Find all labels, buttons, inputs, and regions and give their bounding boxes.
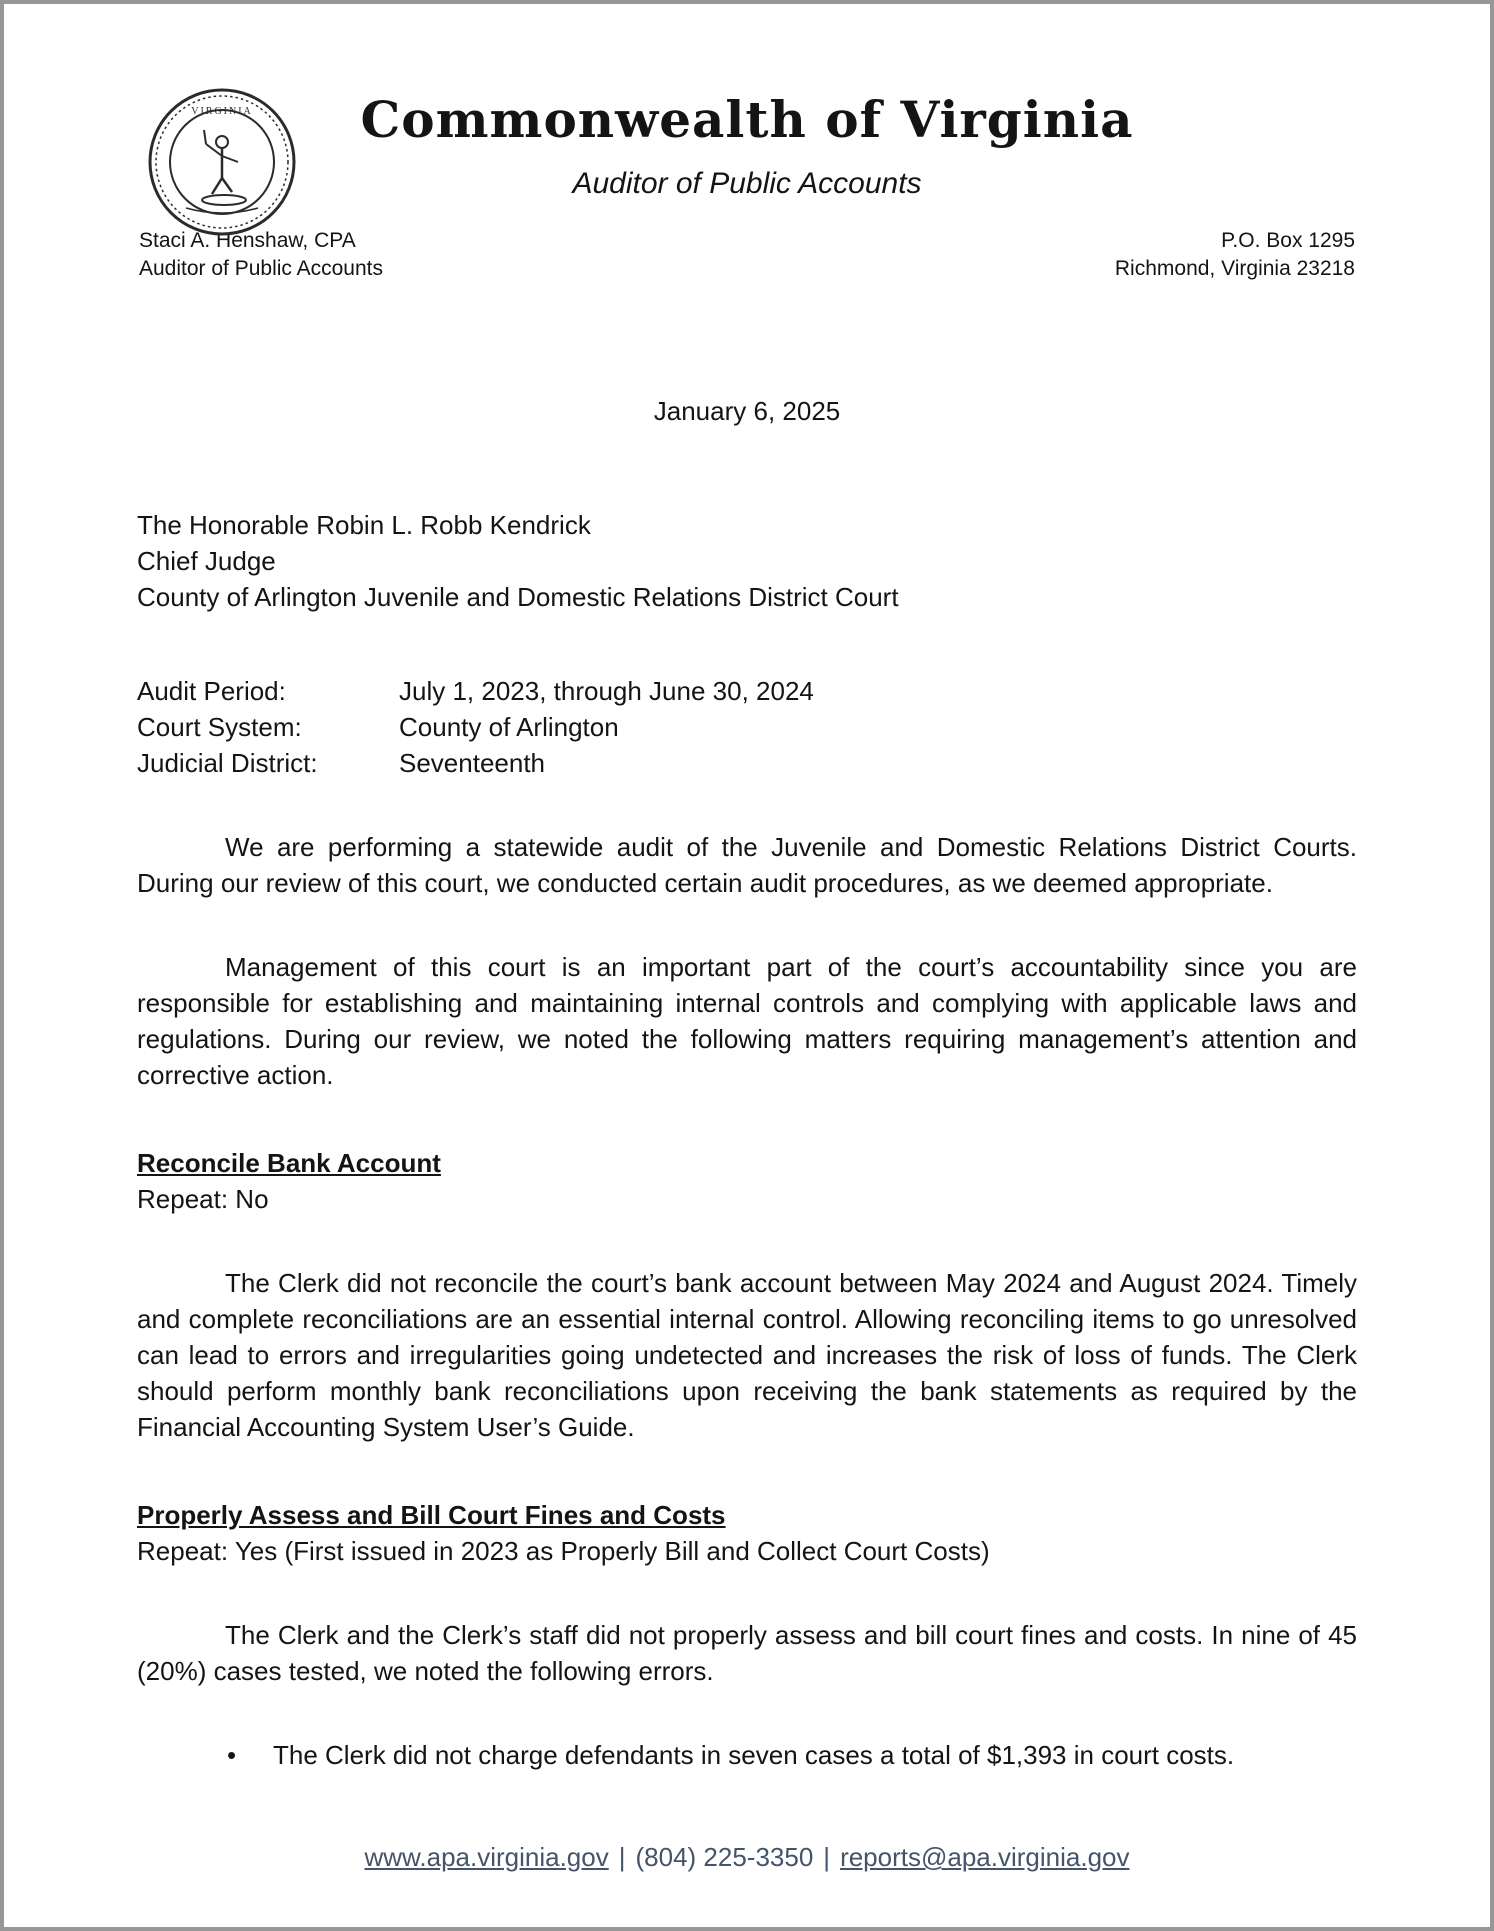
paragraph-management: Management of this court is an important part of the court’s accountability since you are responsible for establishing and maintaining internal controls and complying with applicable laws and regulations. During our review, we noted the following matters requiring management’s attention and corrective action. [137, 951, 1357, 1090]
section-body-reconcile-bank-account: The Clerk did not reconcile the court’s bank account between May 2024 and August 2024. Timely and complete reconciliations are an essential internal control. Allowing reconciling items to go unresolved can lead to errors and irregularities going undetected and increases the risk of loss of funds. The Clerk should perform monthly bank reconciliations upon receiving the bank statements as required by the Financial Accounting System User’s Guide. [137, 1267, 1357, 1442]
section-repeat-status: Repeat: No [137, 1183, 269, 1214]
letterhead-title: Commonwealth of Virginia [360, 90, 1134, 149]
official-name: Staci A. Henshaw, CPA [139, 229, 356, 252]
website-link[interactable]: www.apa.virginia.gov [364, 1842, 609, 1872]
recipient-name: The Honorable Robin L. Robb Kendrick [137, 509, 591, 540]
audit-info-block [137, 673, 1357, 781]
section-body-properly-assess-bill: The Clerk and the Clerk’s staff did not properly assess and bill court fines and costs. In nine of 45 (20%) cases tested, we noted the following errors. [137, 1619, 1357, 1686]
info-value: Seventeenth [399, 747, 546, 778]
paragraph-intro: We are performing a statewide audit of the Juvenile and Domestic Relations District Courts. During our review of this court, we conducted certain audit procedures, as we deemed appropriate. [137, 831, 1357, 898]
info-value: July 1, 2023, through June 30, 2024 [399, 675, 814, 706]
info-value: County of Arlington [399, 711, 619, 742]
svg-text:VIRGINIA: VIRGINIA [191, 106, 253, 117]
letterhead-info-row [139, 227, 1355, 284]
address-line2: Richmond, Virginia 23218 [1114, 257, 1355, 281]
bullet-text: The Clerk did not charge defendants in seven cases a total of $1,393 in court costs. [273, 1739, 1235, 1770]
page-footer [4, 1842, 1490, 1873]
section-repeat-status: Repeat: Yes (First issued in 2023 as Properly Bill and Collect Court Costs) [137, 1535, 990, 1566]
footer-separator: | [618, 1842, 626, 1872]
info-label: Judicial District: [137, 747, 318, 778]
address-line1: P.O. Box 1295 [1221, 229, 1355, 252]
email-link[interactable]: reports@apa.virginia.gov [840, 1842, 1130, 1872]
bullet-icon: • [227, 1739, 237, 1770]
recipient-title: Chief Judge [137, 545, 276, 576]
info-label: Audit Period: [137, 675, 286, 706]
letter-date: January 6, 2025 [653, 395, 841, 426]
recipient-block [137, 507, 1357, 615]
section-heading-properly-assess-bill: Properly Assess and Bill Court Fines and Costs [137, 1499, 726, 1530]
recipient-court: County of Arlington Juvenile and Domestic Relations District Court [137, 581, 899, 612]
letter-body [137, 507, 1357, 1773]
info-label: Court System: [137, 711, 302, 742]
letterhead-address-block [1115, 227, 1355, 284]
info-row-judicial-district [137, 745, 1357, 781]
letterhead [4, 4, 1490, 284]
info-row-audit-period [137, 673, 1357, 709]
footer-separator: | [823, 1842, 831, 1872]
finding-bullet-item [137, 1737, 1357, 1773]
phone-number: (804) 225-3350 [635, 1842, 814, 1872]
section-heading-reconcile-bank-account: Reconcile Bank Account [137, 1147, 441, 1178]
info-row-court-system [137, 709, 1357, 745]
letterhead-subtitle: Auditor of Public Accounts [572, 167, 922, 200]
virginia-seal-icon [146, 86, 298, 238]
official-title: Auditor of Public Accounts [139, 257, 383, 281]
